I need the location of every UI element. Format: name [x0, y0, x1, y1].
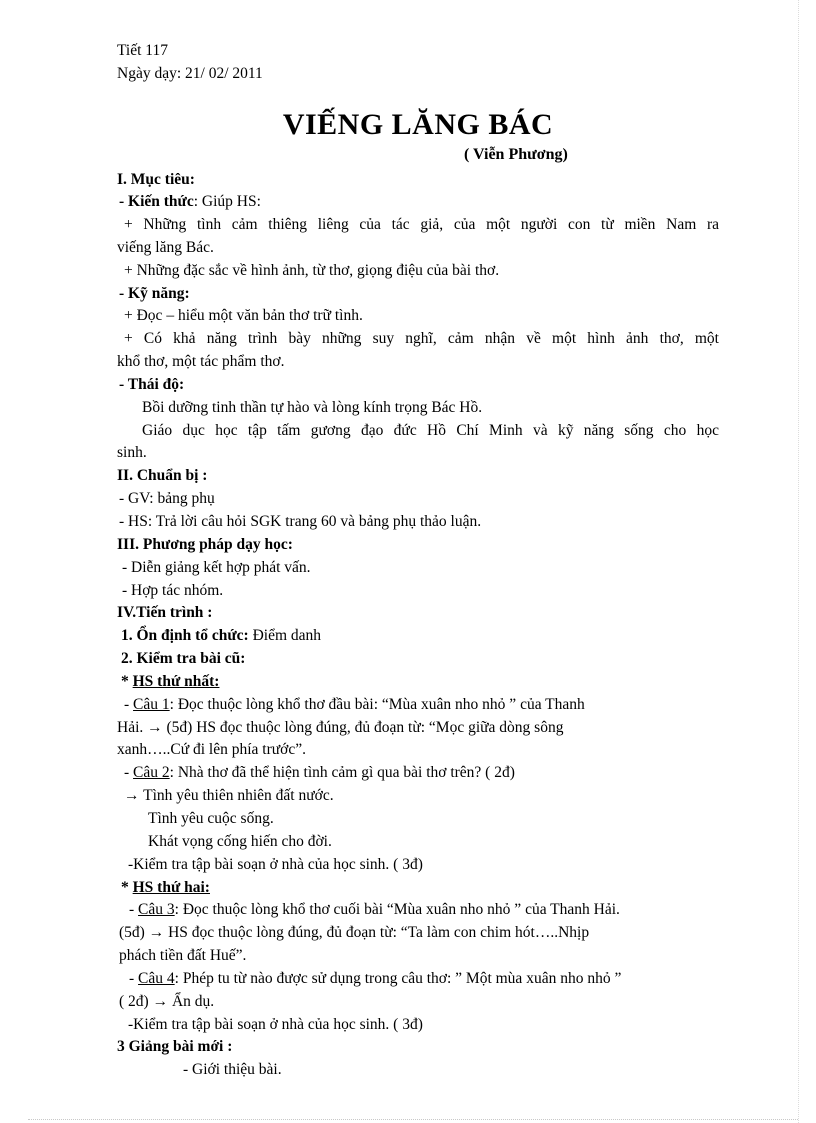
question-1-prefix: -	[124, 696, 134, 713]
question-1-line-a	[124, 694, 727, 716]
attitude-item-2b: sinh.	[117, 444, 147, 461]
student-2-heading	[121, 877, 724, 899]
question-3-line-a	[129, 899, 732, 921]
question-3-text-a: : Đọc thuộc lòng khổ thơ cuối bài “Mùa xuân nho nhỏ ” của Thanh Hải.	[174, 901, 620, 918]
question-4-text-a: : Phép tu từ nào được sử dụng trong câu thơ: ” Một mùa xuân nho nhỏ ”	[174, 970, 622, 987]
section-2-heading: II. Chuẩn bị :	[117, 467, 208, 484]
knowledge-item-1a: + Những tình cảm thiêng liêng của tác giả, của một người con từ miền Nam ra	[124, 216, 719, 233]
student-2-star: *	[121, 879, 133, 896]
knowledge-label: - Kiến thức	[119, 193, 194, 210]
question-2-text: : Nhà thơ đã thể hiện tình cảm gì qua bài thơ trên? ( 2đ)	[169, 764, 515, 781]
skills-item-2b: khổ thơ, một tác phẩm thơ.	[117, 353, 285, 370]
knowledge-line	[119, 191, 722, 213]
answer-2-item-2: Tình yêu cuộc sống.	[148, 810, 274, 827]
question-1-line-b: Hải. → (5đ) HS đọc thuộc lòng đúng, đủ đoạn từ: “Mọc giữa dòng sông	[117, 719, 564, 736]
question-3-label: Câu 3	[138, 901, 175, 918]
student-1-star: *	[121, 673, 133, 690]
lesson-intro: - Giới thiệu bài.	[183, 1061, 282, 1078]
question-4-line-b: ( 2đ) → Ẩn dụ.	[119, 993, 215, 1010]
question-4-prefix: -	[129, 970, 139, 987]
section-4-heading: IV.Tiến trình :	[117, 604, 213, 621]
homework-check-2: -Kiểm tra tập bài soạn ở nhà của học sinh. ( 3đ)	[128, 1016, 423, 1033]
step-3-label: 3 Giảng bài mới :	[117, 1038, 233, 1055]
homework-check-1: -Kiểm tra tập bài soạn ở nhà của học sinh. ( 3đ)	[128, 856, 423, 873]
question-1-label: Câu 1	[133, 696, 170, 713]
method-2: - Hợp tác nhóm.	[122, 582, 224, 599]
question-2-prefix: -	[124, 764, 134, 781]
document-title: VIẾNG LĂNG BÁC	[282, 108, 554, 141]
teaching-date: Ngày dạy: 21/ 02/ 2011	[117, 65, 263, 82]
step-1-label: 1. Ổn định tổ chức:	[121, 627, 249, 644]
section-3-heading: III. Phương pháp dạy học:	[117, 536, 293, 553]
skills-item-1: + Đọc – hiểu một văn bản thơ trữ tình.	[124, 307, 363, 324]
question-1-line-c: xanh…..Cứ đi lên phía trước”.	[117, 741, 306, 758]
skills-item-2a: + Có khả năng trình bày những suy nghĩ, cảm nhận về một hình ảnh thơ, một	[124, 330, 719, 347]
author-name: ( Viễn Phương)	[464, 146, 568, 163]
question-4-line-a	[129, 968, 732, 990]
student-1-heading	[121, 671, 724, 693]
knowledge-item-2: + Những đặc sắc về hình ảnh, từ thơ, giọng điệu của bài thơ.	[124, 262, 500, 279]
attitude-item-1: Bồi dưỡng tinh thần tự hào và lòng kính trọng Bác Hồ.	[142, 399, 483, 416]
question-3-line-b: (5đ) → HS đọc thuộc lòng đúng, đủ đoạn từ: “Ta làm con chim hót…..Nhịp	[119, 924, 590, 941]
step-2-label: 2. Kiểm tra bài cũ:	[121, 650, 246, 667]
attitude-label: - Thái độ:	[119, 376, 185, 393]
attitude-line	[119, 374, 722, 396]
method-1: - Diễn giảng kết hợp phát vấn.	[122, 559, 311, 576]
attitude-item-2a: Giáo dục học tập tấm gương đạo đức Hồ Chí Minh và kỹ năng sống cho học	[142, 422, 719, 439]
question-3-line-c: phách tiền đất Huế”.	[119, 947, 247, 964]
section-1-heading: I. Mục tiêu:	[117, 171, 195, 188]
page-edge-bottom	[28, 1119, 798, 1120]
question-1-text-a: : Đọc thuộc lòng khổ thơ đầu bài: “Mùa xuân nho nhỏ ” của Thanh	[169, 696, 585, 713]
knowledge-text: : Giúp HS:	[193, 193, 261, 210]
skills-label: - Kỹ năng:	[119, 285, 190, 302]
student-2-label: HS thứ hai:	[132, 879, 210, 896]
knowledge-item-1b: viếng lăng Bác.	[117, 239, 214, 256]
question-4-label: Câu 4	[138, 970, 175, 987]
prep-students: - HS: Trả lời câu hỏi SGK trang 60 và bảng phụ thảo luận.	[119, 513, 482, 530]
answer-2-item-1: → Tình yêu thiên nhiên đất nước.	[124, 787, 334, 804]
page-edge-right	[798, 0, 799, 1123]
question-3-prefix: -	[129, 901, 139, 918]
prep-teacher: - GV: bảng phụ	[119, 490, 215, 507]
lesson-number: Tiết 117	[117, 42, 168, 59]
question-2-line	[124, 762, 727, 784]
student-1-label: HS thứ nhất:	[132, 673, 220, 690]
question-2-label: Câu 2	[133, 764, 170, 781]
step-1-text: Điểm danh	[248, 627, 322, 644]
step-1	[121, 625, 724, 647]
answer-2-item-3: Khát vọng cống hiến cho đời.	[148, 833, 332, 850]
